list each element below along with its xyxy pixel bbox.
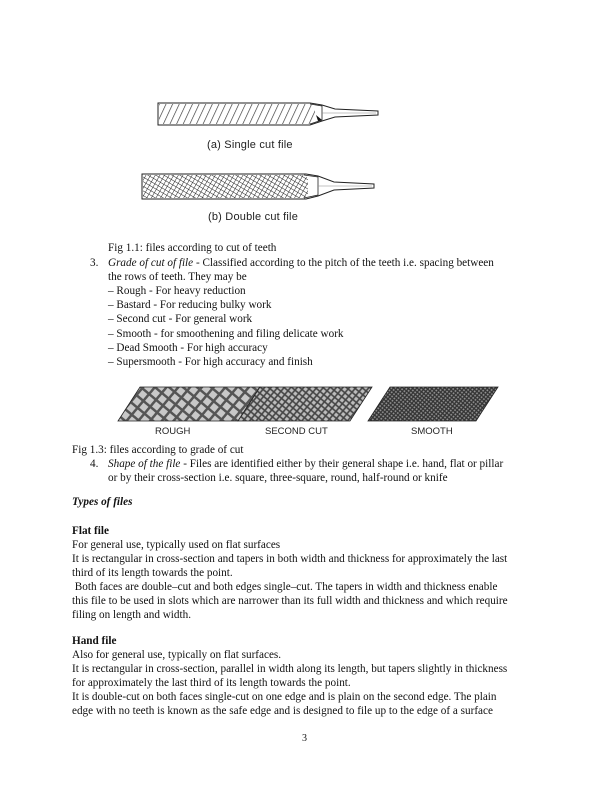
figure-1-3-caption: Fig 1.3: files according to grade of cut	[72, 444, 244, 456]
single-cut-caption: (a) Single cut file	[207, 139, 293, 151]
single-cut-file-drawing	[150, 95, 385, 135]
page-number: 3	[302, 733, 307, 744]
grade-of-cut-drawing	[110, 385, 500, 425]
types-of-files-heading: Types of files	[72, 496, 133, 508]
list-item: – Supersmooth - For high accuracy and finish	[108, 356, 313, 369]
flat-file-line: third of its length towards the point.	[72, 567, 233, 579]
second-cut-label: SECOND CUT	[265, 426, 328, 437]
list-item: – Second cut - For general work	[108, 313, 253, 326]
item-4-number: 4.	[90, 458, 99, 470]
item-4-line2: or by their cross-section i.e. square, three-square, round, half-round or knife	[108, 472, 448, 484]
hand-file-line: It is rectangular in cross-section, parallel in width along its length, but tapers slightly in thickness	[72, 663, 508, 675]
item-3-line1	[108, 256, 494, 270]
smooth-swatch	[368, 387, 498, 421]
item-3-number: 3.	[90, 257, 99, 269]
item-3-line2: the rows of teeth. They may be	[108, 271, 247, 283]
hand-file-line: for approximately the last third of its length towards the point.	[72, 677, 351, 689]
item-4-lead: - Files are identified either by their general shape i.e. hand, flat or pillar	[180, 458, 504, 470]
flat-file-line: filing on length and width.	[72, 609, 192, 621]
rough-label: ROUGH	[155, 426, 191, 437]
list-item: – Rough - For heavy reduction	[108, 285, 246, 297]
hand-file-line: It is double-cut on both faces single-cut on one edge and is plain on the second edge. The plain	[72, 691, 497, 703]
double-cut-file-drawing	[136, 168, 381, 206]
flat-file-body	[72, 538, 508, 622]
flat-file-line: It is rectangular in cross-section and tapers in both width and thickness for approximately the last	[72, 553, 508, 565]
hand-file-line: edge with no teeth is known as the safe edge and is designed to file up to the edge of a surface	[72, 705, 493, 717]
flat-file-line: this file to be used in slots which are narrower than its full width and thickness and which require	[72, 595, 508, 607]
item-3-title: Grade of cut of file	[108, 257, 194, 269]
item-4-line1	[108, 457, 503, 471]
hand-file-line: Also for general use, typically on flat surfaces.	[72, 649, 282, 661]
list-item: – Dead Smooth - For high accuracy	[108, 341, 268, 354]
flat-file-line: Both faces are double–cut and both edges single–cut. The tapers in width and thickness enable	[72, 581, 498, 593]
double-cut-caption: (b) Double cut file	[208, 211, 299, 223]
list-item: – Bastard - For reducing bulky work	[108, 299, 272, 312]
item-3-lead: - Classified according to the pitch of the teeth i.e. spacing between	[193, 257, 494, 269]
hand-file-body	[72, 648, 507, 718]
flat-file-heading: Flat file	[72, 525, 109, 537]
flat-file-line: For general use, typically used on flat surfaces	[72, 539, 281, 551]
rough-swatch	[118, 387, 260, 421]
smooth-label: SMOOTH	[411, 426, 453, 437]
second-cut-swatch	[238, 387, 372, 421]
item-4-title: Shape of the file	[108, 458, 181, 470]
figure-1-1-caption: Fig 1.1: files according to cut of teeth	[108, 242, 277, 254]
list-item: – Smooth - for smoothening and filing delicate work	[108, 327, 344, 340]
hand-file-heading: Hand file	[72, 635, 117, 647]
grade-list	[108, 284, 344, 369]
